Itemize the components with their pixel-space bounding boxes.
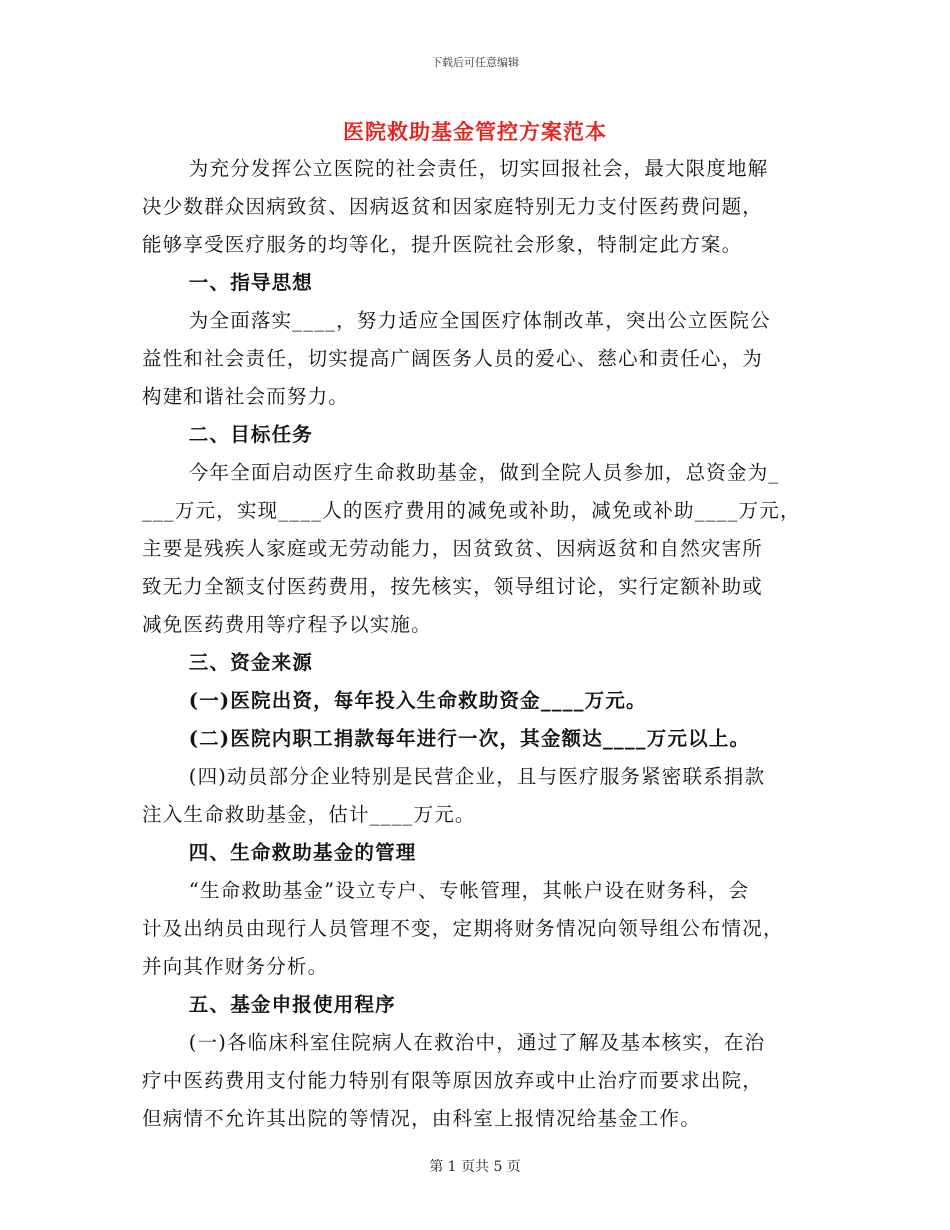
body-text-line: 为充分发挥公立医院的社会责任，切实回报社会，最大限度地解 <box>188 157 769 180</box>
section-heading-line: (一)医院出资，每年投入生命救助资金____万元。 <box>188 689 647 712</box>
body-text-line: 计及出纳员由现行人员管理不变，定期将财务情况向领导组公布情况， <box>142 917 784 940</box>
document-title: 医院救助基金管控方案范本 <box>343 119 607 144</box>
body-text-line: 疗中医药费用支付能力特别有限等原因放弃或中止治疗而要求出院， <box>142 1069 764 1092</box>
body-text-line: 减免医药费用等疗程予以实施。 <box>142 613 432 636</box>
page-header-note: 下载后可任意编辑 <box>431 56 519 69</box>
body-text-line: 今年全面启动医疗生命救助基金，做到全院人员参加，总资金为_ <box>188 461 780 484</box>
body-text-line: 为全面落实____，努力适应全国医疗体制改革，突出公立医院公 <box>188 309 771 332</box>
body-text-line: ___万元，实现____人的医疗费用的减免或补助，减免或补助____万元， <box>142 499 801 522</box>
body-text-line: (一)各临床科室住院病人在救治中，通过了解及基本核实，在治 <box>188 1031 766 1054</box>
body-text-line: 但病情不允许其出院的等情况，由科室上报情况给基金工作。 <box>142 1107 701 1130</box>
section-heading-line: 四、生命救助基金的管理 <box>188 841 417 864</box>
body-text-line: 注入生命救助基金，估计____万元。 <box>142 803 476 826</box>
section-heading-line: 二、目标任务 <box>188 423 313 446</box>
body-text-line: 能够享受医疗服务的均等化，提升医院社会形象，特制定此方案。 <box>142 233 743 256</box>
body-text-line: (四)动员部分企业特别是民营企业，且与医疗服务紧密联系捐款 <box>188 765 766 788</box>
section-heading-line: (二)医院内职工捐款每年进行一次，其金额达____万元以上。 <box>188 727 751 750</box>
body-text-line: 益性和社会责任，切实提高广阔医务人员的爱心、慈心和责任心，为 <box>142 347 764 370</box>
section-heading-line: 一、指导思想 <box>188 271 313 294</box>
body-text-line: 并向其作财务分析。 <box>142 955 329 978</box>
page-number: 第 1 页共 5 页 <box>429 1159 521 1175</box>
document-body <box>142 150 822 1138</box>
section-heading-line: 五、基金申报使用程序 <box>188 993 396 1016</box>
body-text-line: 决少数群众因病致贫、因病返贫和因家庭特别无力支付医药费问题， <box>142 195 764 218</box>
body-text-line: 致无力全额支付医药费用，按先核实，领导组讨论，实行定额补助或 <box>142 575 764 598</box>
body-text-line: 主要是残疾人家庭或无劳动能力，因贫致贫、因病返贫和自然灾害所 <box>142 537 764 560</box>
body-text-line: 构建和谐社会而努力。 <box>142 385 350 408</box>
section-heading-line: 三、资金来源 <box>188 651 313 674</box>
body-text-line: “生命救助基金”设立专户、专帐管理，其帐户设在财务科，会 <box>188 879 750 902</box>
